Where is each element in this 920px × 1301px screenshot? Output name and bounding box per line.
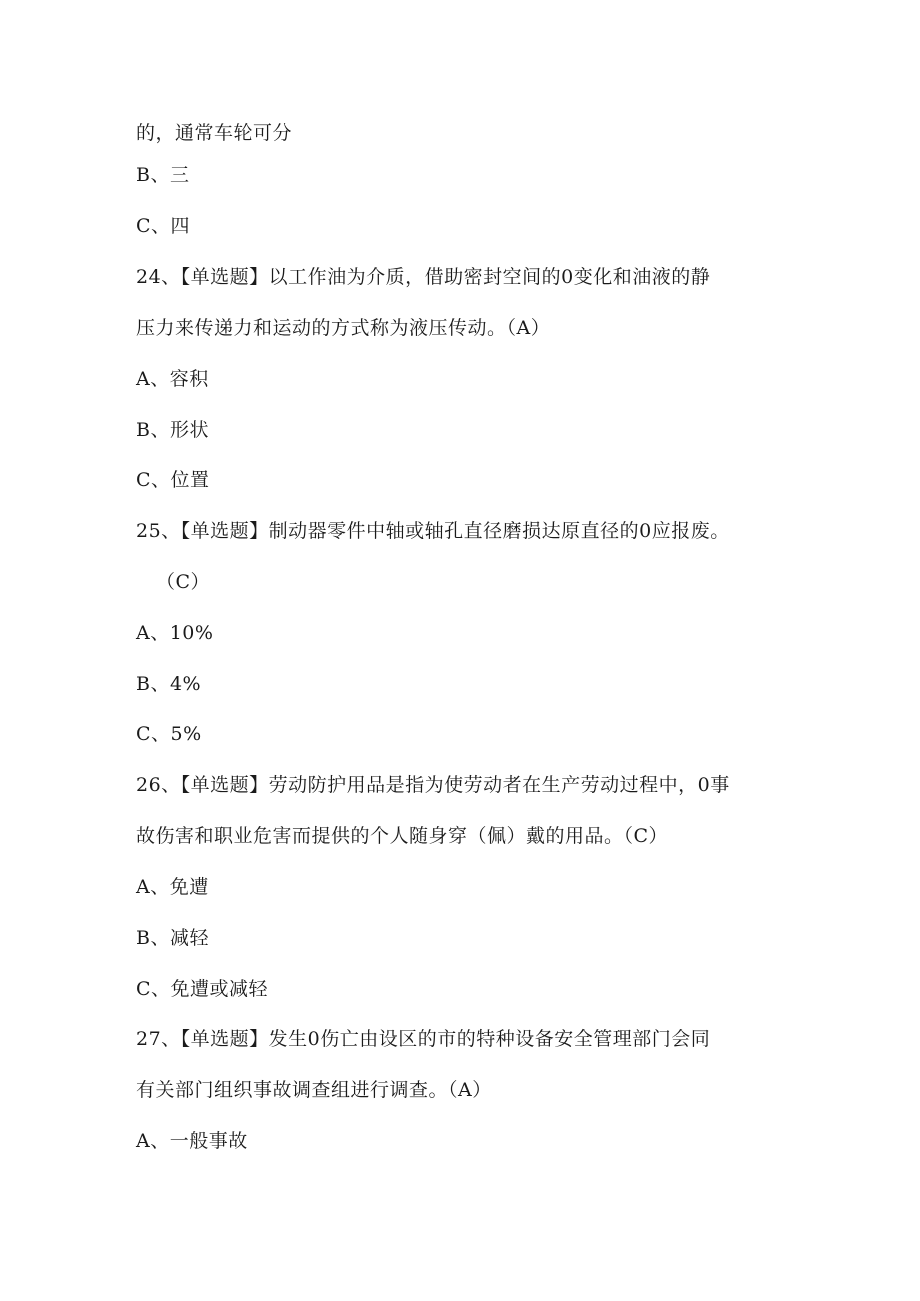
option-a: A、一般事故 (136, 1130, 248, 1152)
text-line: 的，通常车轮可分 (136, 122, 293, 144)
option-c: C、免遭或减轻 (136, 978, 269, 1000)
option-a: A、10% (136, 622, 214, 644)
question-25-line-1: 25、【单选题】制动器零件中轴或轴孔直径磨损达原直径的0应报废。 (136, 520, 730, 542)
option-a: A、免遭 (136, 876, 209, 898)
option-c: C、5% (136, 723, 202, 745)
option-a: A、容积 (136, 368, 209, 390)
option-b: B、三 (136, 164, 190, 186)
question-25-line-2: （C） (156, 571, 211, 593)
question-24-line-2: 压力来传递力和运动的方式称为液压传动。（A） (136, 317, 551, 339)
question-26-line-2: 故伤害和职业危害而提供的个人随身穿（佩）戴的用品。（C） (136, 825, 669, 847)
option-c: C、四 (136, 215, 191, 237)
question-27-line-2: 有关部门组织事故调查组进行调查。（A） (136, 1079, 492, 1101)
option-b: B、4% (136, 673, 202, 695)
question-24-line-1: 24、【单选题】以工作油为介质，借助密封空间的0变化和油液的静 (136, 266, 711, 288)
question-26-line-1: 26、【单选题】劳动防护用品是指为使劳动者在生产劳动过程中，0事 (136, 774, 730, 796)
option-c: C、位置 (136, 469, 210, 491)
option-b: B、形状 (136, 419, 209, 441)
option-b: B、减轻 (136, 927, 209, 949)
question-27-line-1: 27、【单选题】发生0伤亡由设区的市的特种设备安全管理部门会同 (136, 1028, 711, 1050)
